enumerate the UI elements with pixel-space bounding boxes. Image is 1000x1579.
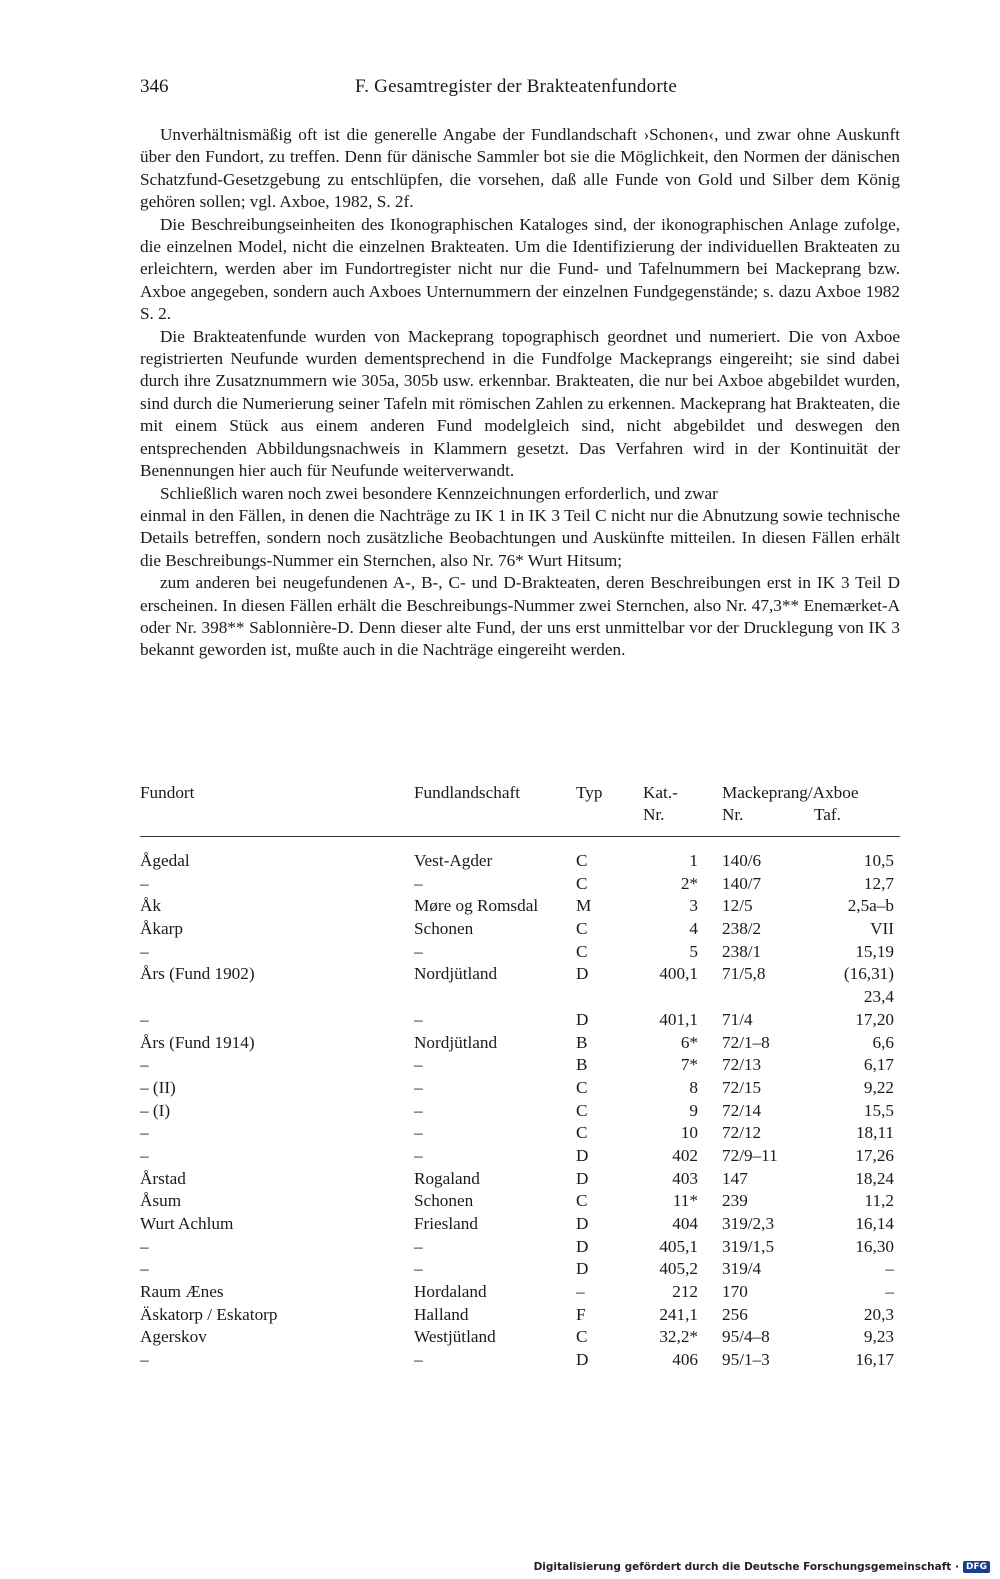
cell-mack-taf: – [885,1282,894,1302]
cell-mack-taf: 10,5 [863,851,894,870]
cell-fundlandschaft: – [414,1123,423,1143]
cell-typ: D [576,1009,589,1029]
cell-kat-nr: 10 [680,1123,698,1143]
paragraph: einmal in den Fällen, in denen die Nachträge zu IK 1 in IK 3 Teil C nicht nur die Abnutzung sowie technische Details betreffen, sondern noch zusätzliche Beobachtungen und Auskünfte mitteilen. In diesen Fällen erhält die Beschreibungs-Nummer ein Sternchen, also Nr. 76* Wurt Hitsum; [140,505,900,570]
cell-mack-nr: 147 [722,1168,748,1188]
cell-fundort: Åsum [140,1191,182,1211]
cell-typ: D [576,1350,589,1370]
cell-typ: D [576,964,589,984]
cell-fundlandschaft: – [414,1055,423,1075]
cell-fundlandschaft: Schonen [414,919,474,939]
page-number: 346 [140,76,169,97]
table-row [140,1009,900,1032]
table-row [140,873,900,896]
cell-fundort: Äskatorp / Eskatorp [140,1304,278,1324]
header-mack-nr: Nr. [722,805,744,824]
cell-fundlandschaft: Nordjütland [414,964,498,984]
cell-mack-nr: 72/13 [722,1055,762,1075]
table-row [140,1168,900,1191]
cell-fundlandschaft: – [414,1236,423,1256]
cell-kat-nr: 212 [672,1282,698,1302]
cell-mack-taf: 20,3 [863,1304,894,1324]
cell-mack-taf: 17,20 [855,1009,894,1029]
cell-mack-nr: 239 [722,1191,748,1211]
cell-mack-nr: 72/1–8 [722,1032,770,1052]
cell-typ: C [576,1123,588,1143]
cell-mack-nr: 72/14 [722,1100,762,1120]
table-row [140,1326,900,1349]
cell-typ: C [576,873,588,893]
cell-fundlandschaft: – [414,1077,423,1097]
paragraph: Schließlich waren noch zwei besondere Kennzeichnungen erforderlich, und zwar [160,483,718,503]
cell-fundort: Wurt Achlum [140,1214,234,1233]
cell-mack-taf: 16,17 [855,1350,894,1370]
header-typ: Typ [576,783,603,802]
header-fundlandschaft: Fundlandschaft [414,783,520,802]
cell-mack-taf: – [885,1259,894,1279]
cell-typ: C [576,1077,588,1097]
cell-mack-taf: 16,30 [855,1236,894,1256]
cell-mack-taf: 23,4 [863,987,894,1007]
table-body [140,850,900,1372]
cell-typ: F [576,1304,586,1324]
cell-fundlandschaft: – [414,1009,423,1029]
cell-mack-taf: 2,5a–b [847,896,894,916]
cell-kat-nr: 404 [672,1214,698,1233]
cell-fundlandschaft: – [414,1145,423,1165]
cell-mack-nr: 256 [722,1304,748,1324]
cell-fundort: Agerskov [140,1327,207,1347]
cell-kat-nr: 3 [689,896,698,916]
cell-kat-nr: 403 [672,1168,698,1188]
cell-mack-taf: 18,11 [855,1123,894,1143]
cell-typ: C [576,1100,588,1120]
cell-typ: D [576,1236,589,1256]
cell-mack-nr: 71/5,8 [722,964,766,984]
footer-text: Digitalisierung gefördert durch die Deutsche Forschungsgemeinschaft · [533,1561,959,1573]
cell-mack-taf: 15,19 [855,941,894,961]
header-fundort: Fundort [140,783,195,802]
table-row [140,1213,900,1236]
cell-mack-nr: 95/4–8 [722,1327,770,1347]
table-row [140,1122,900,1145]
cell-fundort: – [140,873,149,893]
cell-mack-nr: 72/15 [722,1077,762,1097]
table-row [140,941,900,964]
cell-fundort: – (II) [140,1077,176,1097]
cell-fundort: Års (Fund 1914) [140,1032,255,1052]
cell-typ: B [576,1032,588,1052]
cell-fundlandschaft: Schonen [414,1191,474,1211]
cell-typ: C [576,919,588,939]
dfg-logo: DFG [963,1561,990,1573]
table-row [140,1100,900,1123]
cell-mack-taf: 6,6 [872,1032,894,1052]
cell-mack-taf: 16,14 [855,1214,894,1233]
cell-fundort: – [140,1055,149,1075]
table-row [140,1349,900,1372]
cell-kat-nr: 2* [680,873,698,893]
table-row [140,963,900,986]
cell-kat-nr: 406 [672,1350,698,1370]
cell-mack-nr: 71/4 [722,1009,753,1029]
paragraph: Die Brakteatenfunde wurden von Mackeprang topographisch geordnet und numeriert. Die von Axboe registrierten Neufunde wurden dementsprechend in die Fundfolge Mackeprangs eingereiht; sie sind dabei durch ihre Zusatznummern wie 305a, 305b usw. erkennbar. Brakteaten, die nur bei Axboe abgebildet wurden, sind durch die Numerierung seiner Tafeln mit römischen Zahlen zu erkennen. Mackeprang hat Brakteaten, die mit einem Stück aus einem anderen Fund modelgleich sind, nicht abgebildet und deswegen den entsprechenden Abbildungsnachweis in Klammern gesetzt. Das Verfahren wird in der Kontinuität der Benennungen hier auch für Neufunde weiterverwandt. [140,326,900,481]
cell-kat-nr: 401,1 [659,1009,698,1029]
cell-fundort: – [140,1145,149,1165]
cell-fundlandschaft: – [414,941,423,961]
cell-fundort: – [140,1123,149,1143]
table-row [140,1236,900,1259]
cell-kat-nr: 6* [680,1032,698,1052]
cell-kat-nr: 9 [689,1100,698,1120]
cell-mack-taf: 15,5 [863,1100,894,1120]
cell-kat-nr: 7* [680,1055,698,1075]
cell-typ: B [576,1055,588,1075]
cell-kat-nr: 11* [672,1191,698,1211]
body-text [140,124,900,662]
table-row [140,1258,900,1281]
cell-mack-taf: 17,26 [855,1145,894,1165]
cell-fundort: Årstad [140,1168,186,1188]
cell-mack-taf: (16,31) [843,964,894,984]
cell-typ: – [576,1282,585,1302]
cell-kat-nr: 1 [689,851,698,870]
cell-kat-nr: 5 [689,941,698,961]
cell-kat-nr: 405,1 [659,1236,698,1256]
cell-mack-nr: 95/1–3 [722,1350,770,1370]
table-row [140,1304,900,1327]
cell-fundort: Raum Ænes [140,1282,224,1302]
cell-mack-taf: 9,22 [863,1077,894,1097]
cell-typ: D [576,1168,589,1188]
cell-fundlandschaft: Nordjütland [414,1032,498,1052]
cell-fundort: – [140,1236,149,1256]
cell-fundort: – [140,1350,149,1370]
cell-kat-nr: 400,1 [659,964,698,984]
table-row [140,918,900,941]
cell-fundlandschaft: Halland [414,1304,469,1324]
cell-fundort: Års (Fund 1902) [140,964,255,984]
cell-mack-taf: 11,2 [864,1191,894,1211]
cell-fundlandschaft: Friesland [414,1214,478,1233]
cell-fundort: Åk [140,896,162,916]
cell-mack-nr: 170 [722,1282,748,1302]
cell-typ: M [576,896,592,916]
table-row [140,1190,900,1213]
cell-fundort: Åkarp [140,919,183,939]
cell-fundlandschaft: – [414,1100,423,1120]
cell-mack-taf: VII [870,919,894,939]
table-row [140,1032,900,1055]
table-row [140,1054,900,1077]
running-title: F. Gesamtregister der Brakteatenfundorte [355,76,677,97]
cell-mack-nr: 72/12 [722,1123,762,1143]
header-mack-taf: Taf. [814,805,841,824]
cell-fundlandschaft: Hordaland [414,1282,487,1302]
cell-kat-nr: 32,2* [659,1327,698,1347]
cell-mack-taf: 6,17 [863,1055,894,1075]
paragraph: Die Beschreibungseinheiten des Ikonographischen Kataloges sind, der ikonographischen Anlage zufolge, die einzelnen Model, nicht die einzelnen Brakteaten. Um die Identifizierung der individuellen Brakteaten zu erleichtern, werden aber im Fundortregister nicht nur die Fund- und Tafelnummern bei Mackeprang bzw. Axboe angegeben, sondern auch Axboes Unternummern der einzelnen Fundgegenstände; s. dazu Axboe 1982 S. 2. [140,214,900,324]
cell-fundlandschaft: – [414,1259,423,1279]
cell-typ: C [576,941,588,961]
cell-fundort: Ågedal [140,851,190,870]
header-kat-nr: Nr. [643,805,665,824]
cell-typ: D [576,1145,589,1165]
cell-mack-taf: 12,7 [863,873,894,893]
table-row [140,1281,900,1304]
cell-fundort: – [140,941,149,961]
cell-kat-nr: 4 [689,919,698,939]
cell-kat-nr: 241,1 [659,1304,698,1324]
table-row [140,1145,900,1168]
cell-fundlandschaft: Rogaland [414,1168,480,1188]
cell-mack-nr: 319/1,5 [722,1236,775,1256]
footer [534,1561,990,1573]
cell-fundlandschaft: Vest-Agder [414,851,493,870]
table-row [140,986,900,1009]
cell-mack-nr: 140/6 [722,851,762,870]
cell-mack-taf: 18,24 [855,1168,894,1188]
cell-mack-nr: 72/9–11 [722,1145,778,1165]
cell-fundlandschaft: – [414,873,423,893]
cell-fundort: – (I) [140,1100,171,1120]
header-rule [140,836,900,837]
cell-mack-taf: 9,23 [863,1327,894,1347]
cell-typ: C [576,851,588,870]
cell-typ: D [576,1259,589,1279]
cell-fundlandschaft: Westjütland [414,1327,496,1347]
header-mackeprang-axboe: Mackeprang/Axboe [722,783,859,802]
paragraph: zum anderen bei neugefundenen A-, B-, C- und D-Brakteaten, deren Beschreibungen erst in IK 3 Teil D erscheinen. In diesen Fällen erhält die Beschreibungs-Nummer zwei Sternchen, also Nr. 47,3** Enemærket-A oder Nr. 398** Sablonnière-D. Denn dieser alte Fund, der uns erst unmittelbar vor der Drucklegung von IK 3 bekannt geworden ist, mußte auch in die Nachträge eingereiht werden. [140,573,900,660]
table-row [140,850,900,873]
table-row [140,1077,900,1100]
cell-mack-nr: 319/4 [722,1259,762,1279]
cell-fundlandschaft: Møre og Romsdal [414,896,539,916]
cell-typ: C [576,1327,588,1347]
header-kat: Kat.- [643,783,678,802]
cell-typ: D [576,1214,589,1233]
cell-fundort: – [140,1259,149,1279]
cell-mack-nr: 140/7 [722,873,762,893]
cell-typ: C [576,1191,588,1211]
cell-kat-nr: 405,2 [659,1259,698,1279]
cell-fundort: – [140,1009,149,1029]
cell-kat-nr: 8 [689,1077,698,1097]
cell-mack-nr: 238/1 [722,941,762,961]
table-row [140,895,900,918]
cell-kat-nr: 402 [672,1145,698,1165]
cell-fundlandschaft: – [414,1350,423,1370]
cell-mack-nr: 319/2,3 [722,1214,775,1233]
cell-mack-nr: 238/2 [722,919,762,939]
cell-mack-nr: 12/5 [722,896,753,916]
paragraph: Unverhältnismäßig oft ist die generelle Angabe der Fundlandschaft ›Schonen‹, und zwar ohne Auskunft über den Fundort, zu treffen. Denn für dänische Sammler bot sie die Möglichkeit, den Normen der dänischen Schatzfund-Gesetzgebung zu entschlüpfen, die vorsehen, daß alle Funde von Gold und Silber dem König gehören sollen; vgl. Axboe, 1982, S. 2f. [140,125,900,212]
